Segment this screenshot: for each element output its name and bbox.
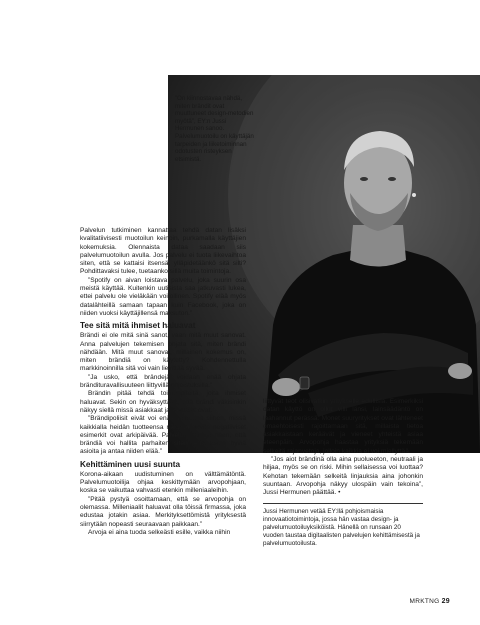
paragraph: ”Pitää pystyä osoittamaan, että se arvopohja on olemassa. Milleniaalit haluavat olla töissä firmassa, joka edustaa jotakin asiaa. Merkityksettömistä yrityksestä siirrytään nopeasti seuraavaan paikkaan.” <box>80 495 246 528</box>
paragraph: Arvoja ei aina tuoda selkeästi esille, vaikka niihin <box>88 528 231 536</box>
paragraph: ”Brändipoliisit eivät voi enää vaikuttaa siihen, missä kaikkialla heidän tuotteensa näkyvät. Myös negatiiviset esimerkit ovat arkipäivää. Palvelumuotoilija näen, että brändiä voi hallita parhaiten siten, että tekee hyviä asioita ja antaa niiden elää.” <box>80 415 246 456</box>
magazine-name: MRKTNG <box>409 598 440 605</box>
caption-quote: ”On kiinnostavaa nähdä, miten brändit ovat muuttuneet design-metodien myötä”, EY:n Jussi Hermunen sanoo. Palvelumuotoilu on käyttäjän tarpeiden ja liiketoiminnan odotusten risteyksen etsimistä. <box>175 95 254 163</box>
subheading: Tee sitä mitä ihmiset haluavat <box>80 321 196 331</box>
paragraph: Brändi ei ole mitä sinä sanot, vaan mitä muut sanovat. Anna palvelujen tekemisen ohjata sitä, miten brändi nähdään. Mitä muut sanovat, millainen kokemus on, miten brändiä on käytetty? Kohdennettulla markkinoinnilla sitä voi vain lievittää syvää. <box>80 332 246 373</box>
paragraph: Korona-aikaan uudistuminen on välttämätöntä. Palvelumuotoilija ohjaa keskittymään arvopohjaan, koska se vaikuttaa vahvasti etenkin milleniaaleihin. <box>80 470 246 495</box>
paragraph: ”Ja usko, että brändejä voidaan enää ohjata brändituravallisuuteen liittyvillä ohjeistuksilla.” <box>80 373 246 390</box>
article-left-column <box>80 227 246 537</box>
paragraph: liittyvät teot olisivatkin yritykselle edullisia. Esimerkiksi datan käyttö on ollut villi länsi, lainsäädäntö on laahannut perässä. Monet suuryritykset ovat lähteneet omaehtoisesti rajoittamaan sitä, millaista tietoa asiakkaistaan keräävät ja vieneet yhteistä asiaa eteenpäin. Arvopohja haastaa yrityksiä tekemään selkeitä rajanvetoja, jolloin kaikkia ei voi miellyttää. <box>263 398 423 455</box>
paragraph: Brändin pitää tehdä toimenpiteitä, joita ihmiset haluavat. Sekin on hyväksyttävä, että brändi väkisinkin näkyy siellä missä asiakkaat ja käyttäjät ovat. <box>80 390 246 414</box>
page-number: 29 <box>441 598 450 605</box>
author-bio: Jussi Hermunen vetää EY:llä pohjoismaisia innovaatiotoimintoja, jossa hän vastaa design- ja palvelumuotoiluyksiköistä. Hänellä on runsaan 20 vuoden taustaa digitaalisten palvelujen kehittämisestä ja palvelumuotoilusta. <box>263 507 420 547</box>
page-footer <box>410 598 450 605</box>
subheading: Kehittäminen uusi suunta <box>80 459 181 469</box>
photo-caption <box>175 95 255 163</box>
paragraph: ”Spotify on aivan loistava palvelu, joka suurin osa meistä käyttää. Kuitenkin uutisista saa jatkuvasti lukea, ettei palvelu ole vieläkään voitollinen. Spotify elää myös datalähteillä samaan tapaan kuin Facebook, joka on niiden vuoksi käyttäjillensä maksuton.” <box>80 276 246 317</box>
divider <box>263 503 423 504</box>
paragraph: ”Jos aiot brändinä olla aina puolueeton, neutraali ja hiljaa, myös se on riski. Mihin sellaisessa voi luottaa? Kehotan tekemään selkeitä linjauksia aina johonkin suuntaan. Arvopohja näkyy ulospäin vain tekoina”, Jussi Hermunen päättää. • <box>263 456 423 497</box>
paragraph: Palvelun tutkiminen kannattaa tehdä datan lisäksi kvalitatiivisesti muotoilun keinoin, purkamalla käyttäjien kokemuksia. Olennaista dataa saadaan siis palvelumuotoilun avulla. Jos palvelu ei tuota liikevaihtoa siten, että se kattaisi itsensä, ylläpidetäänkö sitä silti? Pohdittavaksi tulee, tuetaanko sillä muita toimintoja. <box>80 227 246 276</box>
article-right-column <box>263 398 423 548</box>
